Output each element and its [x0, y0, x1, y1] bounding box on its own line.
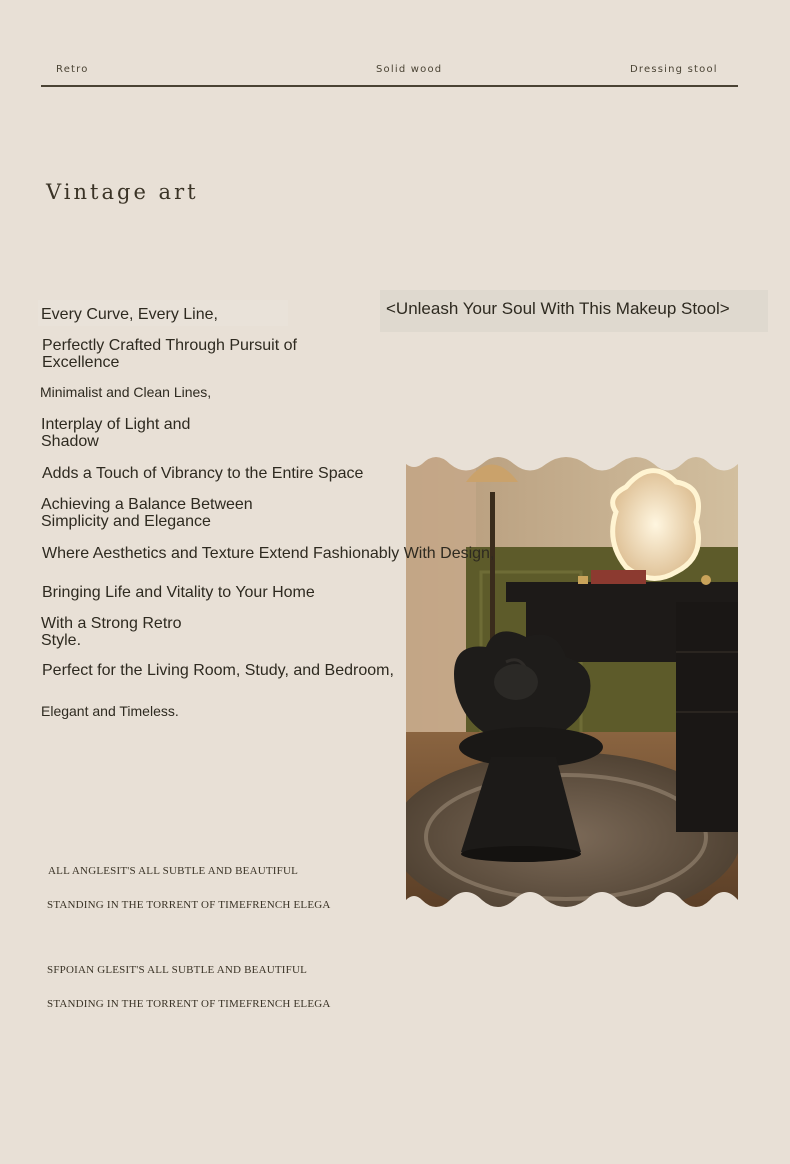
tagline-text: <Unleash Your Soul With This Makeup Stool> [386, 299, 730, 318]
serif-caption-line: STANDING IN THE TORRENT OF TIMEFRENCH ELEGA [47, 899, 331, 911]
feature-line: Simplicity and Elegance [41, 513, 211, 530]
feature-line: Every Curve, Every Line, [41, 306, 218, 323]
tagline-box [380, 290, 768, 332]
header-label-retro: Retro [56, 64, 89, 75]
feature-line: Perfectly Crafted Through Pursuit of [42, 337, 297, 354]
feature-line: Bringing Life and Vitality to Your Home [42, 584, 315, 601]
feature-line: Shadow [41, 433, 99, 450]
feature-line: Excellence [42, 354, 120, 371]
feature-line: Style. [41, 632, 82, 649]
feature-line: Perfect for the Living Room, Study, and Bedroom, [42, 662, 394, 679]
feature-line: Interplay of Light and [41, 416, 191, 433]
feature-line: Achieving a Balance Between [41, 496, 253, 513]
stool-illustration [406, 452, 738, 912]
header-divider [41, 85, 738, 87]
headline: Vintage art [46, 180, 199, 204]
feature-line: Minimalist and Clean Lines, [40, 384, 212, 400]
feature-line: Elegant and Timeless. [41, 703, 179, 719]
serif-caption-line: STANDING IN THE TORRENT OF TIMEFRENCH ELEGA [47, 998, 331, 1010]
serif-caption-line: SFPOIAN GLESIT'S ALL SUBTLE AND BEAUTIFUL [47, 964, 308, 976]
feature-line: With a Strong Retro [41, 615, 182, 632]
serif-caption-line: ALL ANGLESIT'S ALL SUBTLE AND BEAUTIFUL [48, 865, 299, 877]
product-photo [406, 452, 738, 912]
header-label-material: Solid wood [376, 64, 443, 75]
feature-line: Adds a Touch of Vibrancy to the Entire Space [42, 465, 364, 482]
feature-line: Where Aesthetics and Texture Extend Fashionably With Design, [42, 545, 495, 562]
header-label-product: Dressing stool [630, 64, 718, 75]
